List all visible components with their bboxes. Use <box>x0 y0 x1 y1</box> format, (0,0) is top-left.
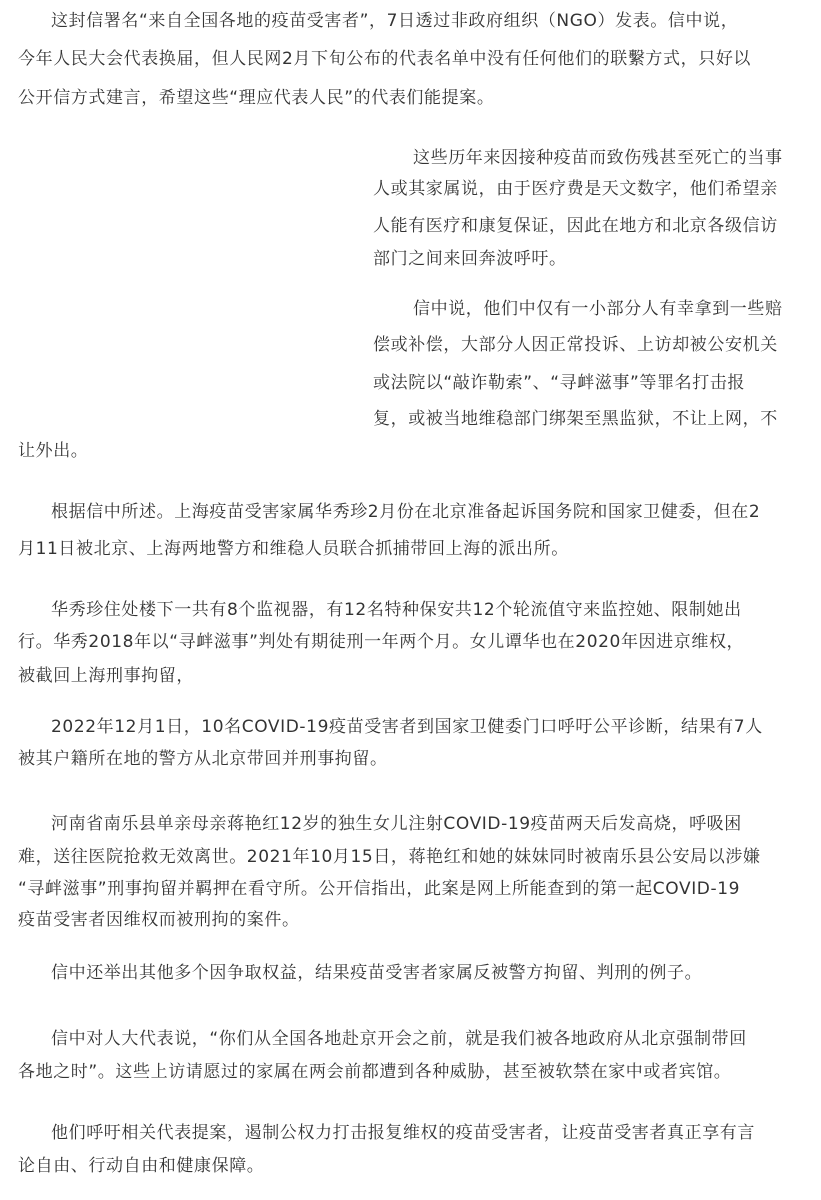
text-line: 华秀珍住处楼下一共有8个监视器，有12名特种保安共12个轮流值守来监控她、限制她出 <box>51 600 742 620</box>
text-line: 2022年12月1日，10名COVID-19疫苗受害者到国家卫健委门口呼吁公平诊断，结果有7人 <box>51 717 763 737</box>
text-line: 公开信方式建言，希望这些“理应代表人民”的代表们能提案。 <box>18 88 495 108</box>
text-line: 被其户籍所在地的警方从北京带回并刑事拘留。 <box>18 749 388 769</box>
text-line: 难，送往医院抢救无效离世。2021年10月15日，蒋艳红和她的妹妹同时被南乐县公安局以涉嫌 <box>18 847 761 867</box>
text-line: “寻衅滋事”刑事拘留并羁押在看守所。公开信指出，此案是网上所能查到的第一起COVID-19 <box>18 879 741 899</box>
text-line: 河南省南乐县单亲母亲蒋艳红12岁的独生女儿注射COVID-19疫苗两天后发高烧，呼吸困 <box>51 814 742 834</box>
text-line: 让外出。 <box>18 441 89 461</box>
text-line: 疫苗受害者因维权而被刑拘的案件。 <box>18 910 300 930</box>
text-line: 月11日被北京、上海两地警方和维稳人员联合抓捕带回上海的派出所。 <box>18 539 569 559</box>
text-line: 他们呼吁相关代表提案，遏制公权力打击报复维权的疫苗受害者，让疫苗受害者真正享有言 <box>51 1123 755 1143</box>
text-line: 这封信署名“来自全国各地的疫苗受害者”，7日透过非政府组织（NGO）发表。信中说， <box>51 11 739 31</box>
text-line: 信中对人大代表说，“你们从全国各地赴京开会之前，就是我们被各地政府从北京强制带回 <box>51 1029 747 1049</box>
text-line: 或法院以“敲诈勒索”、“寻衅滋事”等罪名打击报 <box>373 373 746 393</box>
text-line: 偿或补偿，大部分人因正常投诉、上访却被公安机关 <box>373 335 778 355</box>
text-line: 这些历年来因接种疫苗而致伤残甚至死亡的当事 <box>413 148 783 168</box>
text-line: 部门之间来回奔波呼吁。 <box>373 249 567 269</box>
text-line: 复，或被当地维稳部门绑架至黑监狱，不让上网，不 <box>373 409 778 429</box>
text-line: 各地之时”。这些上访请愿过的家属在两会前都遭到各种威胁，甚至被软禁在家中或者宾馆。 <box>18 1062 732 1082</box>
text-line: 信中还举出其他多个因争取权益，结果疫苗受害者家属反被警方拘留、判刑的例子。 <box>51 963 703 983</box>
text-line: 根据信中所述。上海疫苗受害家属华秀珍2月份在北京准备起诉国务院和国家卫健委，但在2 <box>51 502 761 522</box>
text-line: 信中说，他们中仅有一小部分人有幸拿到一些赔 <box>413 299 783 319</box>
text-line: 人或其家属说，由于医疗费是天文数字，他们希望亲 <box>373 179 778 199</box>
text-line: 今年人民大会代表换届，但人民网2月下旬公布的代表名单中没有任何他们的联繫方式，只好以 <box>18 49 752 69</box>
text-line: 被截回上海刑事拘留， <box>18 666 194 686</box>
text-line: 论自由、行动自由和健康保障。 <box>18 1156 265 1176</box>
text-line: 人能有医疗和康复保证，因此在地方和北京各级信访 <box>373 216 778 236</box>
text-line: 行。华秀2018年以“寻衅滋事”判处有期徒刑一年两个月。女儿谭华也在2020年因进京维权， <box>18 632 745 652</box>
